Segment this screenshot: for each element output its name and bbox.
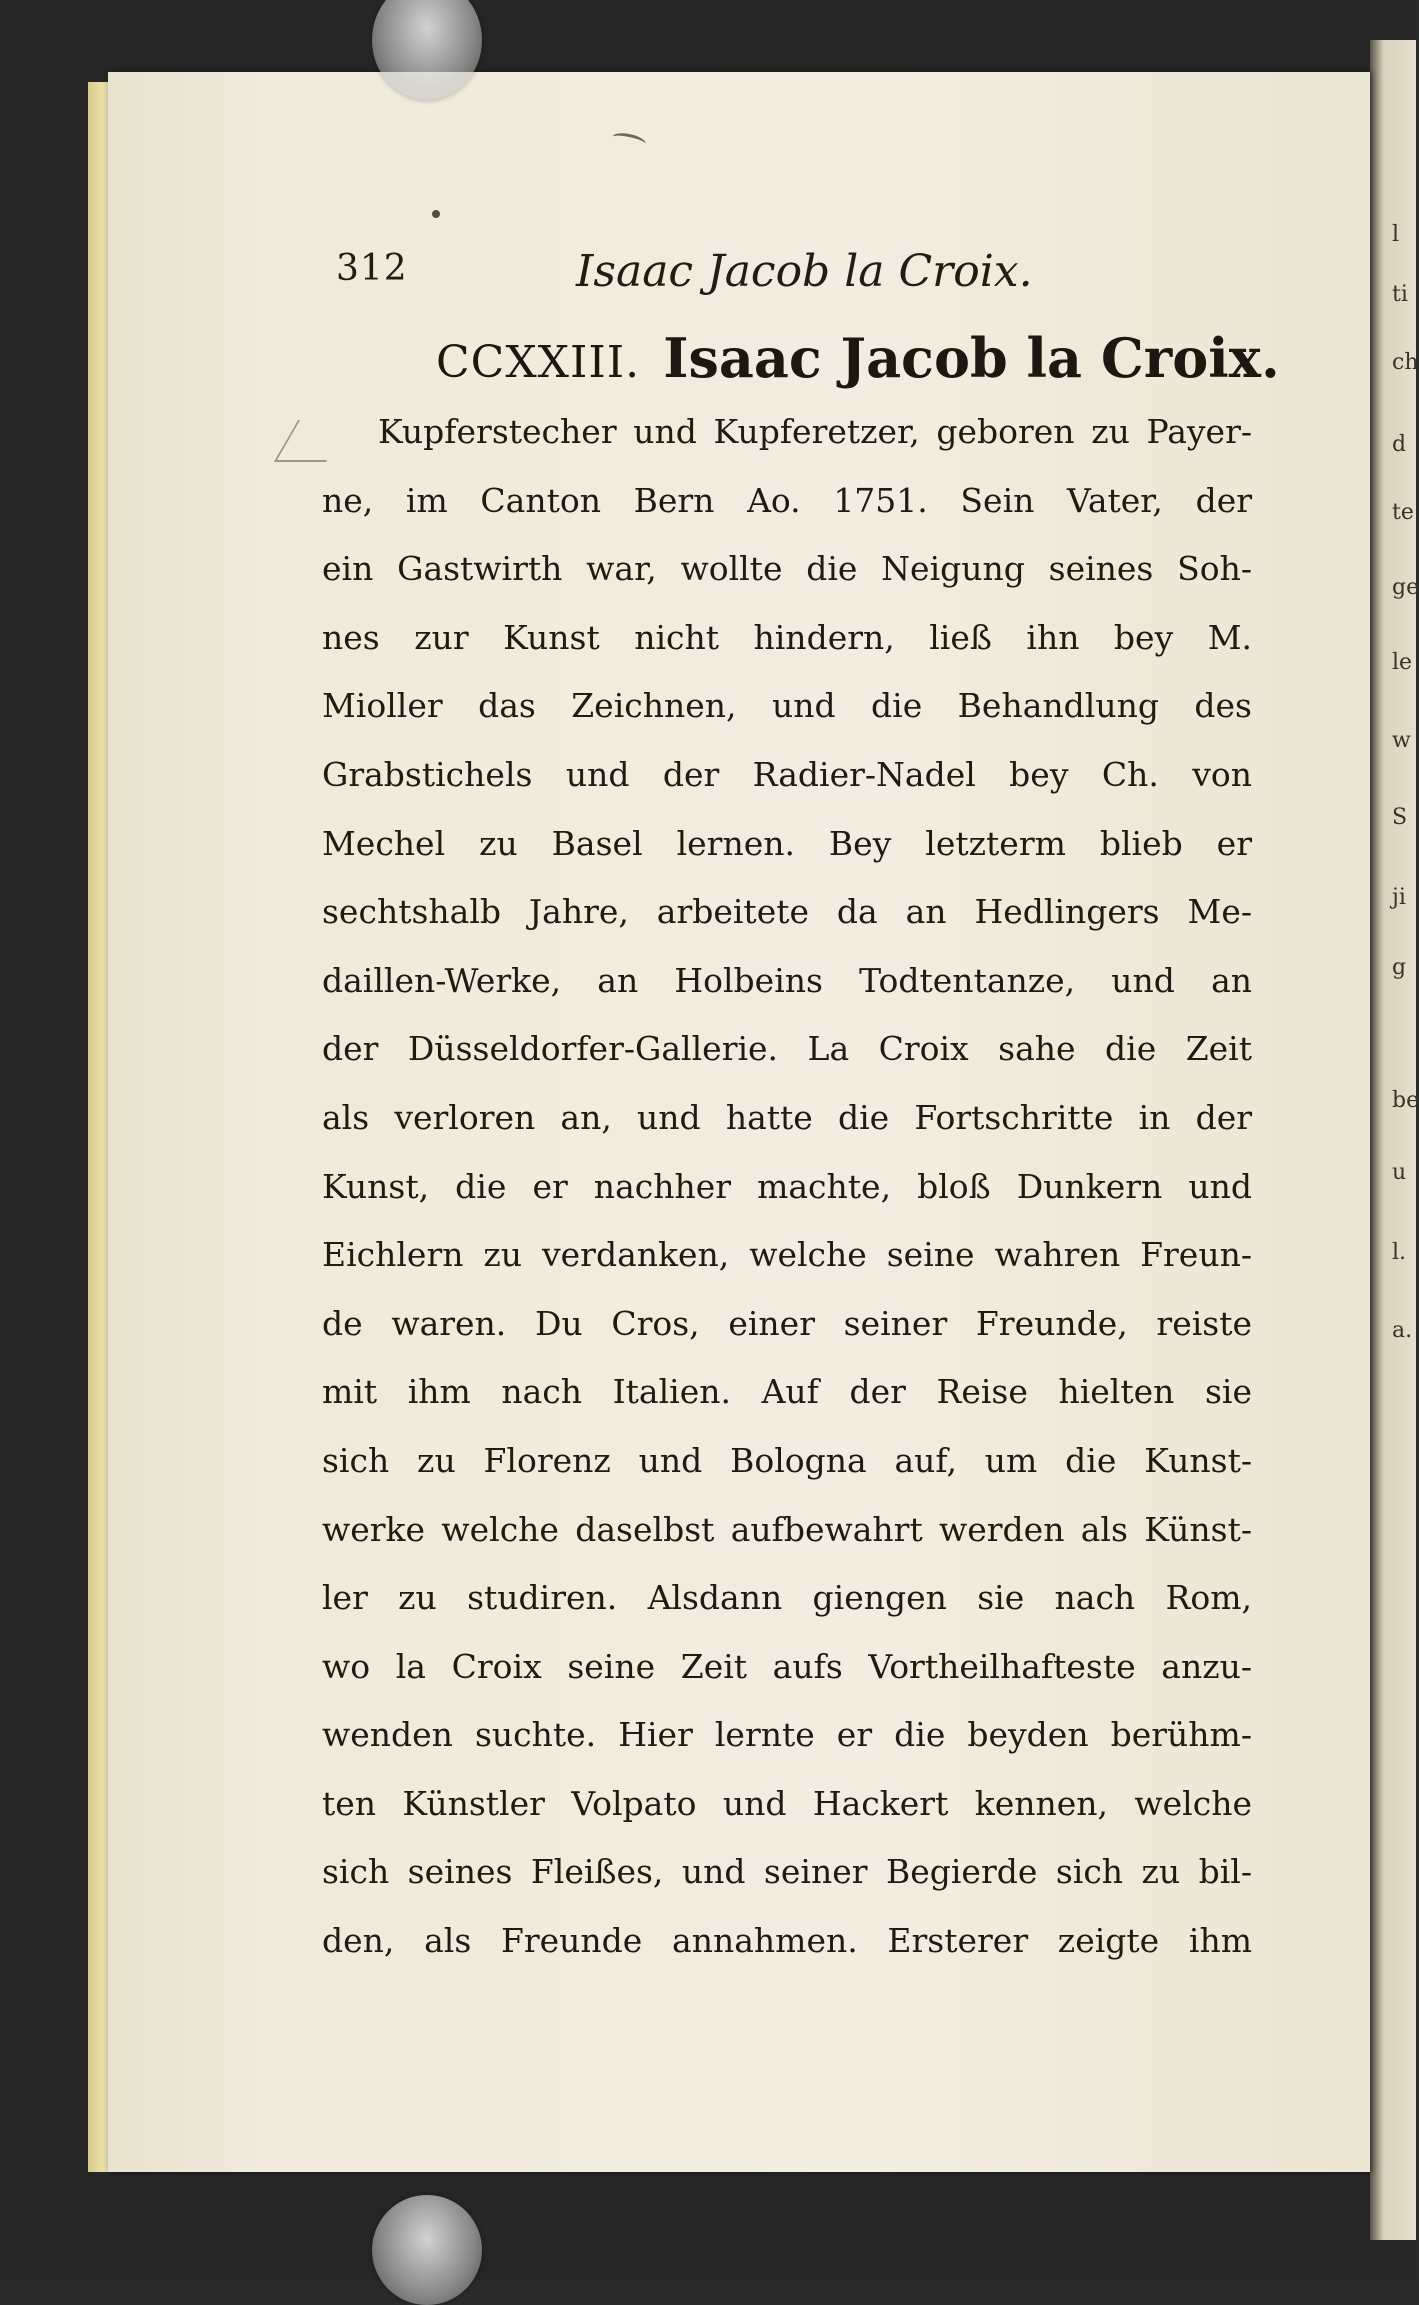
page-header [336,248,1036,298]
text-line: sich zu Florenz und Bologna auf, um die Kunst- [322,1440,1252,1480]
text-line: werke welche daselbst aufbewahrt werden als Künst- [322,1509,1252,1549]
running-head: Isaac Jacob la Croix. [576,246,1033,297]
facing-page-glyph: ji [1392,885,1406,910]
text-line: de waren. Du Cros, einer seiner Freunde, reiste [322,1303,1252,1343]
page-fore-edge [88,82,110,2172]
page-number: 312 [336,248,408,289]
facing-page-glyph: d [1392,432,1407,457]
text-line: den, als Freunde annahmen. Ersterer zeigte ihm [322,1921,1252,1961]
facing-page-glyph: te [1392,500,1414,525]
facing-page-glyph: l. [1392,1240,1407,1265]
text-line: daillen-Werke, an Holbeins Todtentanze, und an [322,960,1252,1000]
text-line: Eichlern zu verdanken, welche seine wahren Freun- [322,1235,1252,1275]
body-text [322,398,1252,1976]
text-line: ler zu studiren. Alsdann giengen sie nach Rom, [322,1578,1252,1618]
text-line: Grabstichels und der Radier-Nadel bey Ch. von [322,754,1252,794]
text-line: als verloren an, und hatte die Fortschritte in der [322,1097,1252,1137]
text-line: ten Künstler Volpato und Hackert kennen, welche [322,1783,1252,1823]
page-clip-bottom [372,2195,482,2305]
facing-page-glyph: ti [1392,282,1408,307]
text-line: Mioller das Zeichnen, und die Behandlung des [322,686,1252,726]
facing-page-glyph: a. [1392,1318,1413,1343]
text-line: mit ihm nach Italien. Auf der Reise hielten sie [322,1372,1252,1412]
ink-dot [432,210,440,218]
text-line: nes zur Kunst nicht hindern, ließ ihn bey M. [322,617,1252,657]
text-line: sich seines Fleißes, und seiner Begierde sich zu bil- [322,1852,1252,1892]
facing-page-glyph: w [1392,728,1411,753]
facing-page-glyph: u [1392,1160,1407,1185]
text-line: wo la Croix seine Zeit aufs Vortheilhafteste anzu- [322,1646,1252,1686]
entry-number: CCXXIII. [436,337,641,388]
facing-page-glyph: l [1392,222,1400,247]
facing-page-glyph: le [1392,650,1413,675]
facing-page-glyph: be [1392,1088,1419,1113]
text-line: ne, im Canton Bern Ao. 1751. Sein Vater, der [322,480,1252,520]
text-line: der Düsseldorfer-Gallerie. La Croix sahe die Zeit [322,1029,1252,1069]
facing-page-glyph: g [1392,955,1407,980]
facing-page-glyph: ch [1392,350,1419,375]
facing-page-glyph: S [1392,805,1408,830]
text-line: Mechel zu Basel lernen. Bey letzterm blieb er [322,823,1252,863]
entry-heading [436,326,1280,390]
text-line: ein Gastwirth war, wollte die Neigung seines Soh- [322,549,1252,589]
text-line: Kunst, die er nachher machte, bloß Dunkern und [322,1166,1252,1206]
facing-page-glyph: ge [1392,575,1419,600]
text-line: sechtshalb Jahre, arbeitete da an Hedlingers Me- [322,892,1252,932]
entry-name: Isaac Jacob la Croix. [663,326,1280,390]
text-line: wenden suchte. Hier lernte er die beyden berühm- [322,1715,1252,1755]
text-line: Kupferstecher und Kupferetzer, geboren zu Payer- [378,412,1252,451]
